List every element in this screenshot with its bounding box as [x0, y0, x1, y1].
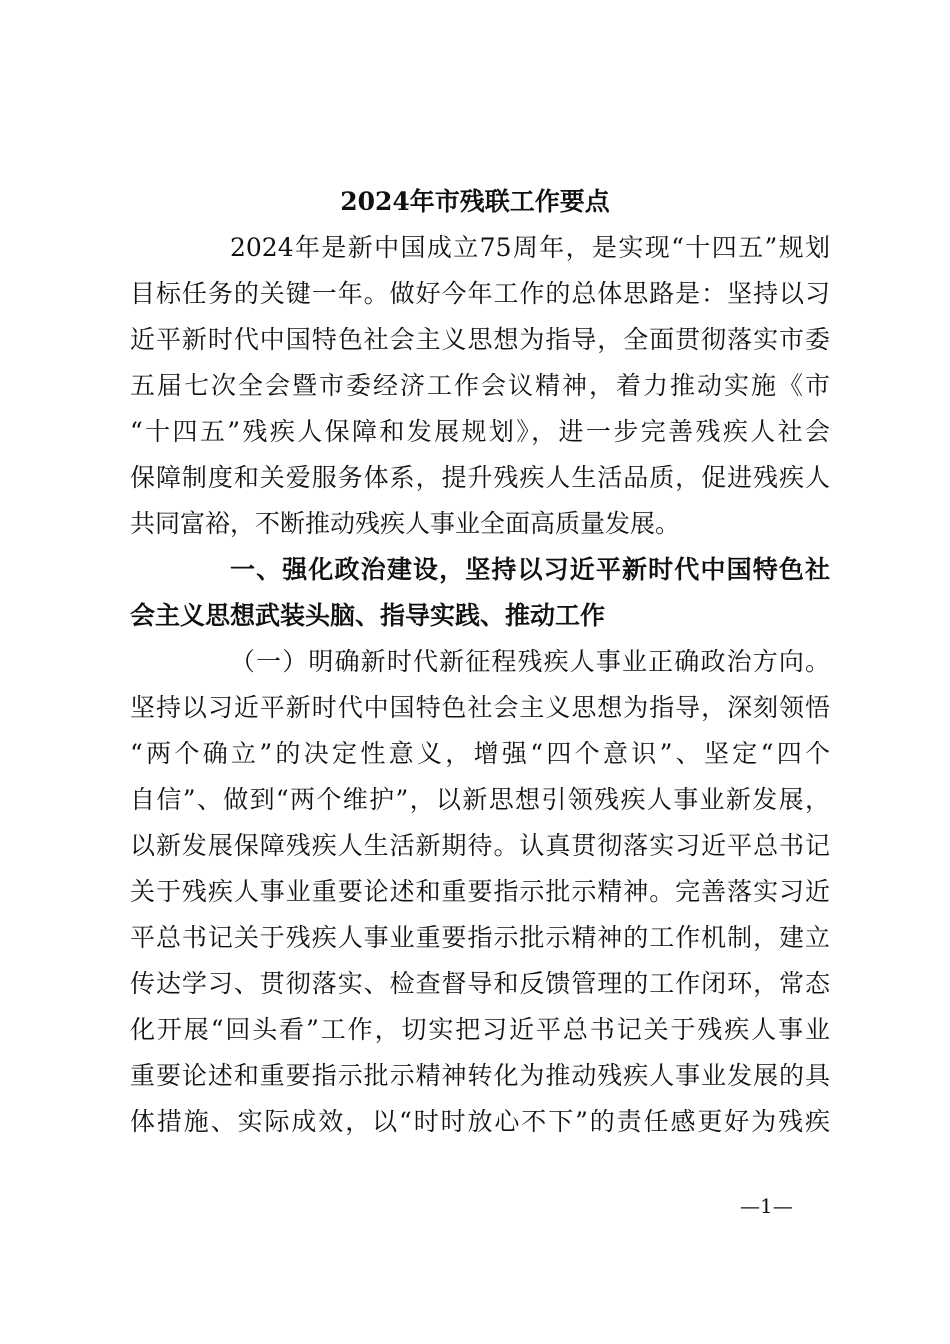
heading-line: 会主义思想武装头脑、指导实践、推动工作 [130, 601, 606, 630]
heading-line: 一、强化政治建设，坚持以习近平新时代中国特色社 [230, 555, 830, 584]
text-line: 共同富裕，不断推动残疾人事业全面高质量发展。 [130, 509, 681, 538]
text-line: “两个确立”的决定性意义，增强“四个意识”、坚定“四个 [130, 739, 830, 768]
text-line: “十四五”残疾人保障和发展规划》，进一步完善残疾人社会 [130, 417, 830, 446]
text-line: 自信”、做到“两个维护”，以新思想引领残疾人事业新发展， [130, 785, 830, 814]
intro-paragraph [130, 225, 830, 547]
text-line: 五届七次全会暨市委经济工作会议精神，着力推动实施《市 [130, 371, 830, 400]
text-line: 近平新时代中国特色社会主义思想为指导，全面贯彻落实市委 [130, 325, 830, 354]
document-title: 2024年市残联工作要点 [340, 187, 610, 216]
text-line: 重要论述和重要指示批示精神转化为推动残疾人事业发展的具 [130, 1061, 830, 1090]
subheading-line: （一）明确新时代新征程残疾人事业正确政治方向。 [230, 647, 830, 676]
text-line: 以新发展保障残疾人生活新期待。认真贯彻落实习近平总书记 [130, 831, 830, 860]
text-line: 2024年是新中国成立75周年，是实现“十四五”规划 [230, 233, 830, 262]
text-line: 保障制度和关爱服务体系，提升残疾人生活品质，促进残疾人 [130, 463, 830, 492]
section-body-paragraph [130, 639, 830, 1145]
text-line: 关于残疾人事业重要论述和重要指示批示精神。完善落实习近 [130, 877, 830, 906]
page-number: —1— [740, 1194, 793, 1218]
text-line: 目标任务的关键一年。做好今年工作的总体思路是：坚持以习 [130, 279, 830, 308]
text-line: 平总书记关于残疾人事业重要指示批示精神的工作机制，建立 [130, 923, 830, 952]
text-line: 体措施、实际成效，以“时时放心不下”的责任感更好为残疾 [130, 1107, 830, 1136]
text-line: 化开展“回头看”工作，切实把习近平总书记关于残疾人事业 [130, 1015, 830, 1044]
text-line: 传达学习、贯彻落实、检查督导和反馈管理的工作闭环，常态 [130, 969, 830, 998]
text-line: 坚持以习近平新时代中国特色社会主义思想为指导，深刻领悟 [130, 693, 830, 722]
section-heading [130, 547, 830, 639]
